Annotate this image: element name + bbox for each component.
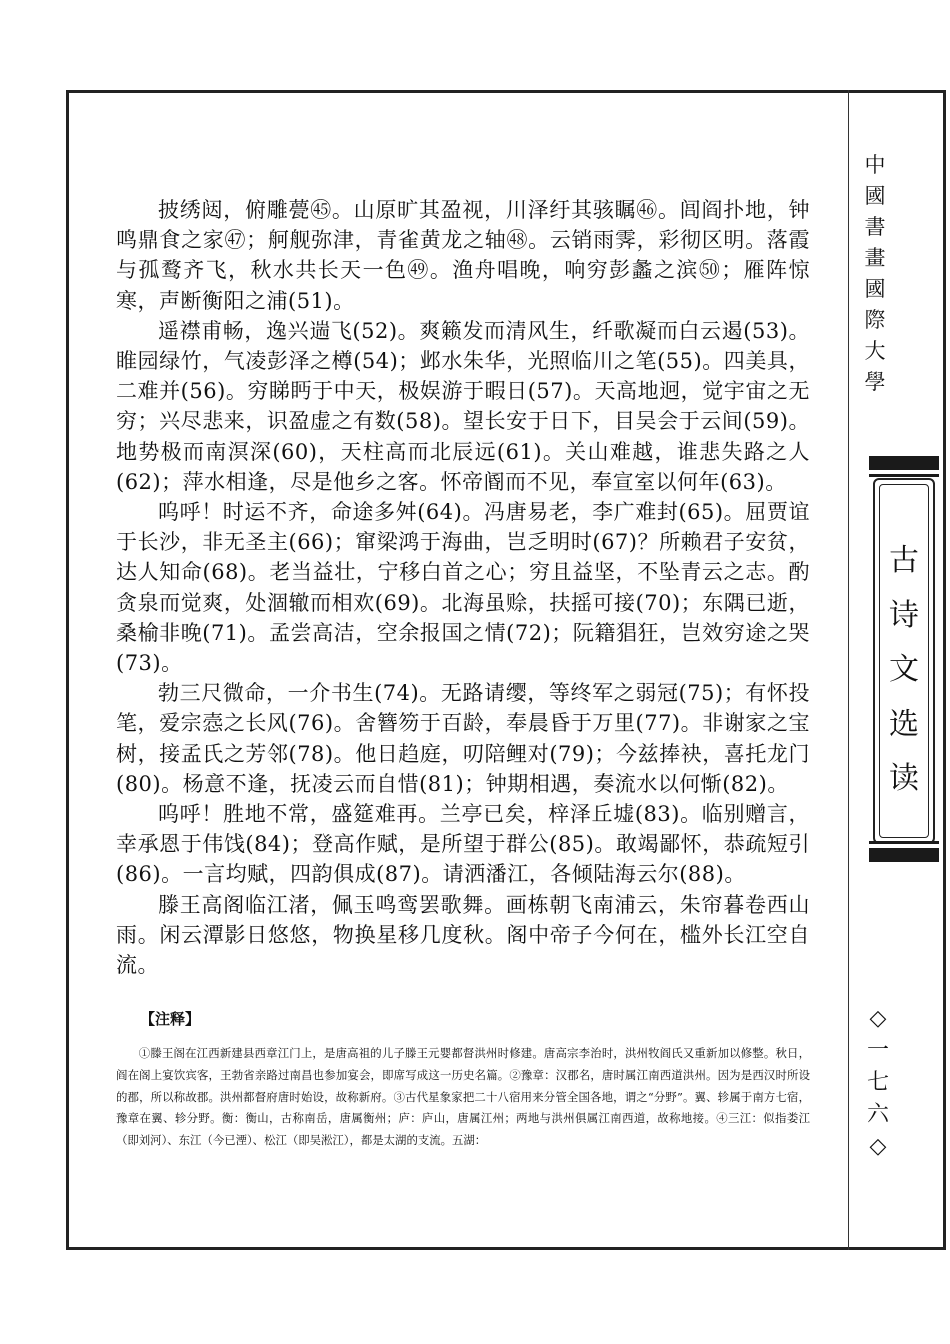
section-title-char: 文 [889, 652, 919, 687]
paragraph: 遥襟甫畅，逸兴遄飞(52)。爽籁发而清风生，纤歌凝而白云遏(53)。睢园绿竹，气凌彭泽之樽(54)；邺水朱华，光照临川之笔(55)。四美具，二难并(56)。穷睇眄于中天，极娱游于暇日(57)。天高地迥，觉宇宙之无穷；兴尽悲来，识盈虚之有数(58)。望长安于日下，目吴会于云间(59)。地势极而南溟深(60)，天柱高而北辰远(61)。关山难越，谁悲失路之人(62)；萍水相逢，尽是他乡之客。怀帝阍而不见，奉宣室以何年(63)。 [116, 318, 810, 494]
sidebar-divider [848, 90, 849, 1250]
section-title-char: 诗 [889, 597, 919, 633]
paragraph: 呜呼！时运不齐，命途多舛(64)。冯唐易老，李广难封(65)。屈贾谊于长沙，非无圣主(66)；窜梁鸿于海曲，岂乏明时(67)？所赖君子安贫，达人知命(68)。老当益壮，宁移白首之心；穷且益坚，不坠青云之志。酌贪泉而觉爽，处涸辙而相欢(69)。北海虽赊，扶摇可接(70)；东隅已逝，桑榆非晚(71)。孟尝高洁，空余报国之情(72)；阮籍猖狂，岂效穷途之哭(73)。 [116, 500, 810, 676]
page-number-char: ◇ [869, 1134, 887, 1159]
section-title-char: 读 [889, 761, 919, 796]
book-title-char: 書 [864, 215, 886, 239]
book-title-char: 學 [864, 370, 886, 394]
book-title-char: 際 [864, 308, 886, 332]
paragraph: 披绣闼，俯雕甍㊺。山原旷其盈视，川泽纡其骇瞩㊻。闾阎扑地，钟鸣鼎食之家㊼；舸舰弥津，青雀黄龙之轴㊽。云销雨霁，彩彻区明。落霞与孤鹜齐飞，秋水共长天一色㊾。渔舟唱晚，响穷彭蠡之滨㊿；雁阵惊寒，声断衡阳之浦(51)。 [116, 198, 810, 313]
book-title-char: 中 [864, 153, 886, 177]
book-title [860, 150, 890, 398]
section-bar-top [869, 456, 939, 470]
main-text [116, 195, 810, 980]
poem: 滕王高阁临江渚，佩玉鸣鸾罢歌舞。画栋朝飞南浦云，朱帘暮卷西山雨。闲云潭影日悠悠，物换星移几度秋。阁中帝子今何在，槛外长江空自流。 [116, 892, 810, 978]
notes-heading: 【注释】 [140, 1010, 201, 1028]
page-number [858, 1003, 898, 1163]
book-title-char: 國 [864, 184, 886, 208]
section-bar-bottom [869, 848, 939, 862]
page-number-char: 一 [866, 1038, 889, 1063]
book-title-char: 畫 [864, 246, 886, 270]
page-number-char: 六 [866, 1102, 889, 1127]
section-title [873, 534, 935, 807]
paragraph: 勃三尺微命，一介书生(74)。无路请缨，等终军之弱冠(75)；有怀投笔，爱宗悫之长风(76)。舍簪笏于百龄，奉晨昏于万里(77)。非谢家之宝树，接孟氏之芳邻(78)。他日趋庭，叨陪鲤对(79)；今兹捧袂，喜托龙门(80)。杨意不逢，抚凌云而自惜(81)；钟期相遇，奏流水以何惭(82)。 [116, 681, 810, 796]
section-title-char: 古 [889, 543, 919, 578]
paragraph: 呜呼！胜地不常，盛筵难再。兰亭已矣，梓泽丘墟(83)。临别赠言，幸承恩于伟饯(84)；登高作赋，是所望于群公(85)。敢竭鄙怀，恭疏短引(86)。一言均赋，四韵俱成(87)。请洒潘江，各倾陆海云尔(88)。 [116, 802, 810, 887]
book-title-char: 大 [864, 339, 886, 363]
section-title-char: 选 [889, 706, 919, 742]
page-number-char: 七 [866, 1070, 889, 1095]
page-number-char: ◇ [869, 1006, 887, 1031]
notes-text: ①滕王阁在江西新建县西章江门上，是唐高祖的儿子滕王元婴都督洪州时修建。唐高宗李治时，洪州牧阎氏又重新加以修整。秋日，阎在阁上宴饮宾客，王勃省亲路过南昌也参加宴会，即席写成这一历史名篇。②豫章：汉郡名，唐时属江南西道洪州。因为是西汉时所设的郡，所以称故郡。洪州都督府唐时始设，故称新府。③古代星象家把二十八宿用来分管全国各地，谓之“分野”。翼、轸属于南方七宿，豫章在翼、轸分野。衡：衡山，古称南岳，唐属衡州；庐：庐山，唐属江州；两地与洪州俱属江南西道，故称地接。④三江：似指娄江（即刘河）、东江（今已湮）、松江（即吴淞江），都是太湖的支流。五湖： [116, 1046, 810, 1148]
book-title-char: 國 [864, 277, 886, 301]
